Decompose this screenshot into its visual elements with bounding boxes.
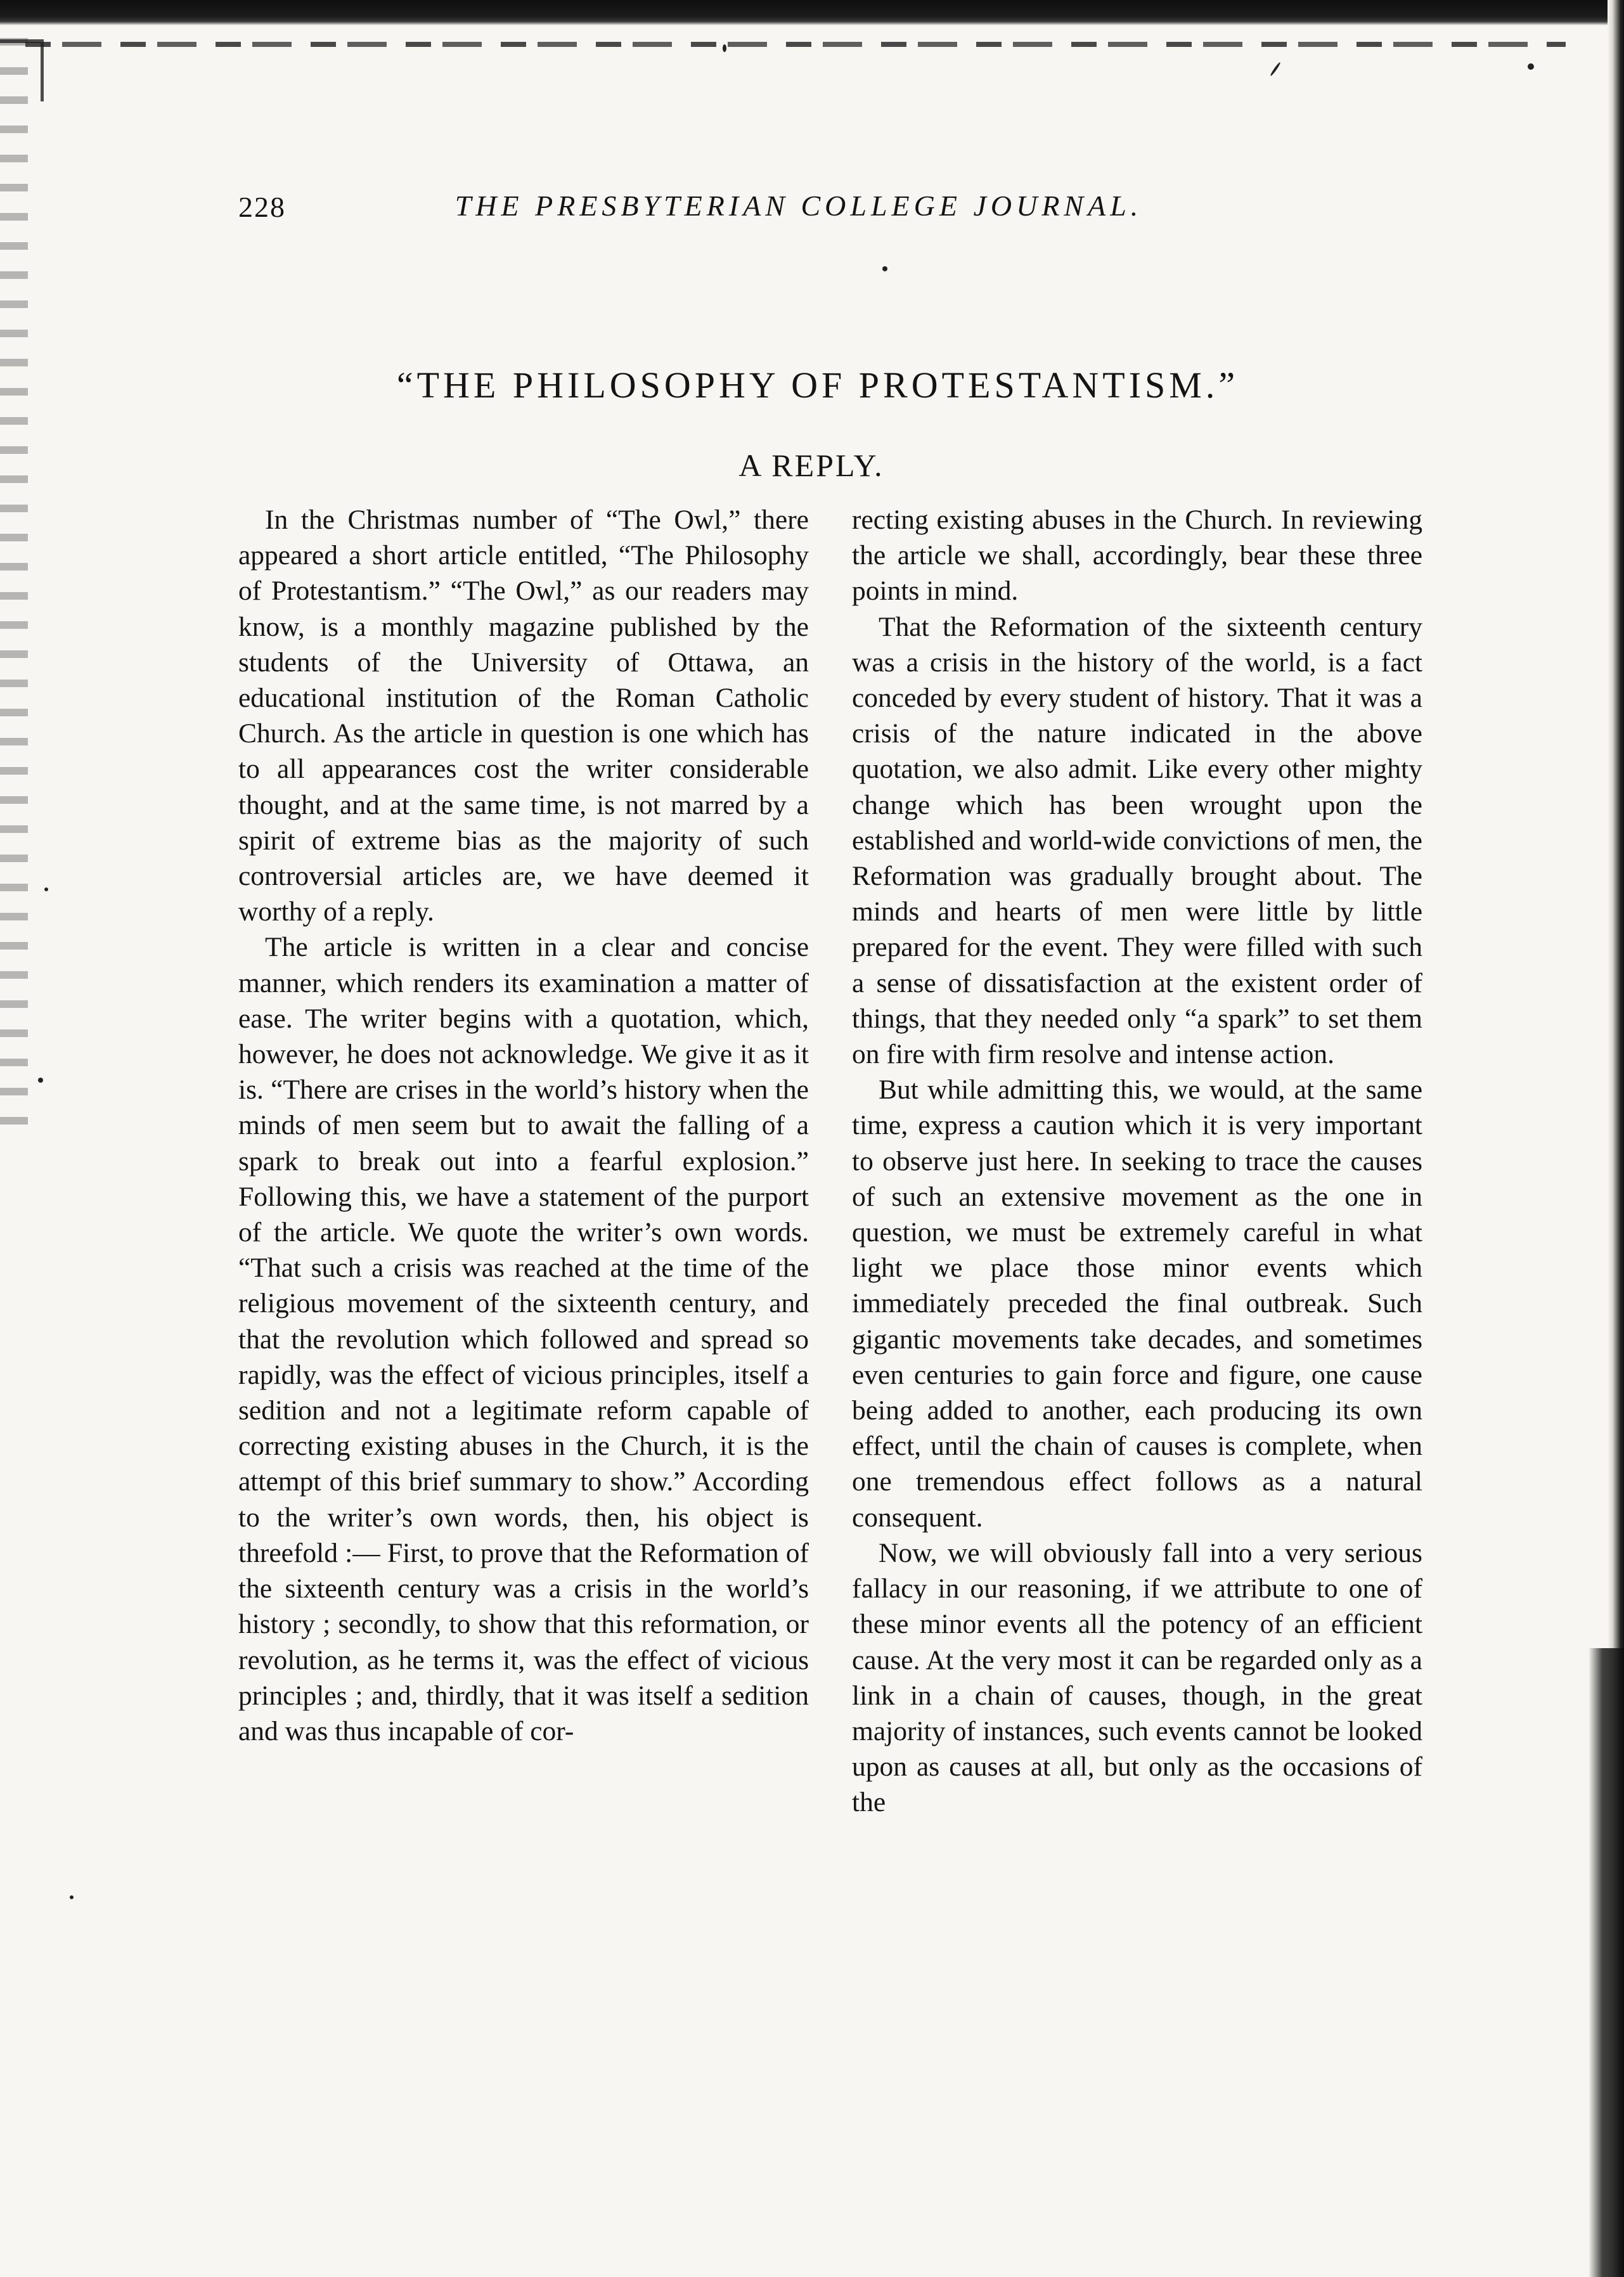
- paragraph: In the Christmas number of “The Owl,” there appeared a short article entitled, “The Philosophy of Protestantism.” “The Owl,” as our readers may know, is a monthly magazine published by the students of the University of Ottawa, an educational institution of the Roman Catholic Church. As the article in question is one which has to all appearances cost the writer considerable thought, and at the same time, is not marred by a spirit of extreme bias as the majority of such controversial articles are, we have deemed it worthy of a reply.: [238, 505, 809, 927]
- paragraph: The article is written in a clear and concise manner, which renders its examination a matter of ease. The writer begins with a quotation, which, however, he does not acknowledge. We give it as it is. “There are crises in the world’s history when the minds of men seem but to await the falling of a spark to break out into a fearful explosion.” Following this, we have a statement of the purport of the article. We quote the writer’s own words. “That such a crisis was reached at the time of the religious movement of the sixteenth century, and that the revolution which followed and spread so rapidly, was the effect of vicious principles, itself a sedition and not a legitimate reform capable of correcting existing abuses in the Church, it is the attempt of this brief summary to show.” According to the writer’s own words, then, his object is threefold :— First, to prove that the Reformation of the sixteenth century was a crisis in the world’s history ; secondly, to show that this reformation, or revolution, as he terms it, was the effect of vicious principles ; and, thirdly, that it was itself a sedition and was thus incapable of cor-: [238, 932, 809, 1746]
- scan-right-edge-shadow: [1589, 1648, 1624, 2277]
- scan-speck: [44, 887, 48, 891]
- scan-top-rule: [25, 42, 1566, 47]
- paragraph: That the Reformation of the sixteenth century was a crisis in the history of the world, is a fact conceded by every student of history. That it was a crisis of the nature indicated in the above quotation, we also admit. Like every other mighty change which has been wrought upon the established and world-wide convictions of men, the Reformation was gradually brought about. The minds and hearts of men were little by little prepared for the event. They were filled with such a sense of dissatisfaction at the existent order of things, that they needed only “a spark” to set them on fire with firm resolve and intense action.: [852, 611, 1422, 1070]
- scan-speck: [38, 1078, 43, 1083]
- scan-left-edge: [0, 38, 28, 1128]
- scan-corner-mark: [0, 39, 44, 101]
- scan-speck: [1528, 63, 1534, 70]
- article-title: “THE PHILOSOPHY OF PROTESTANTISM.”: [396, 364, 1239, 406]
- scan-speck: [70, 1895, 74, 1899]
- page-number: 228: [238, 191, 286, 223]
- right-column: [852, 502, 1422, 1821]
- scan-speck: [723, 44, 726, 52]
- paragraph: Now, we will obviously fall into a very serious fallacy in our reasoning, if we attribute to one of these minor events all the potency of an efficient cause. At the very most it can be regarded only as a link in a chain of causes, though, in the great majority of instances, such events cannot be looked upon as causes at all, but only as the occasions of the: [852, 1537, 1422, 1818]
- running-header: THE PRESBYTERIAN COLLEGE JOURNAL.: [454, 190, 1143, 222]
- scan-speck: [1270, 61, 1281, 77]
- scan-speck: [882, 266, 887, 271]
- scan-top-border: [0, 0, 1624, 44]
- article-subtitle: A REPLY.: [738, 448, 884, 483]
- paragraph: But while admitting this, we would, at the same time, express a caution which it is very important to observe just here. In seeking to trace the causes of such an extensive movement as the one in question, we must be extremely careful in what light we place those minor events which immediately preceded the final outbreak. Such gigantic movements take decades, and sometimes even centuries to gain force and figure, one cause being added to another, each producing its own effect, until the chain of causes is complete, when one tremendous effect follows as a natural consequent.: [852, 1074, 1422, 1533]
- left-column: [238, 502, 809, 1749]
- paragraph: recting existing abuses in the Church. In reviewing the article we shall, accordingly, bear these three points in mind.: [852, 505, 1422, 607]
